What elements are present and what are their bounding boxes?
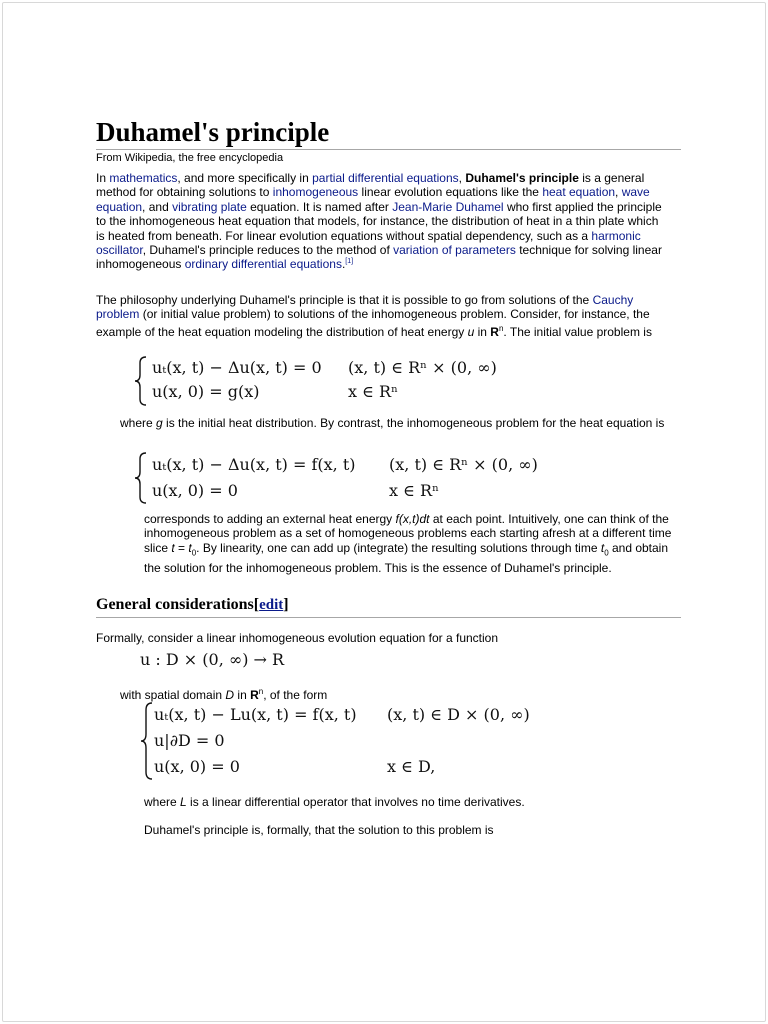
var-t0: t: [188, 540, 192, 555]
var-u: u: [467, 324, 475, 339]
eq1-line1-lhs: uₜ(x, t) − Δu(x, t) = 0: [152, 358, 322, 377]
eq2-line2-lhs: u(x, 0) = 0: [152, 481, 238, 500]
text: linear evolution equations like the: [358, 185, 543, 200]
eq2-line1-domain: (x, t) ∈ Rⁿ × (0, ∞): [389, 455, 538, 474]
link-harmonic-oscillator[interactable]: harmonic oscillator: [96, 228, 641, 258]
text: is a linear differential operator that involves no time derivatives.: [186, 795, 525, 809]
link-heat-equation[interactable]: heat equation: [542, 185, 616, 200]
text: , and more specifically in: [177, 171, 313, 185]
text: In: [96, 171, 110, 185]
eq3-text: u : D × (0, ∞) → R: [140, 650, 285, 669]
text: in: [234, 688, 251, 702]
brace-icon: [134, 451, 148, 505]
var-D: D: [225, 688, 235, 702]
equation-function-signature: [140, 650, 320, 672]
edit-bracket: ]: [283, 596, 289, 613]
eq2-line2-domain: x ∈ Rⁿ: [389, 481, 440, 500]
edit-link[interactable]: edit: [259, 597, 284, 613]
equation-initial-value-problem: [134, 355, 524, 407]
text: is a general method for obtaining solutions to: [96, 171, 645, 200]
text: where: [144, 795, 181, 809]
equation-general-form: [140, 701, 550, 781]
text: with spatial domain: [120, 688, 226, 702]
link-mathematics[interactable]: mathematics: [109, 171, 178, 185]
link-wave-equation[interactable]: wave equation: [96, 185, 650, 214]
link-vibrating-plate[interactable]: vibrating plate: [172, 199, 247, 214]
link-partial-differential-equations[interactable]: partial differential equations: [312, 171, 459, 185]
eq4-line3-domain: x ∈ D,: [387, 757, 436, 776]
var-t: t: [171, 540, 175, 555]
after-eq1-paragraph: [120, 416, 680, 430]
eq1-line1-domain: (x, t) ∈ Rⁿ × (0, ∞): [348, 358, 497, 377]
text: ,: [615, 185, 622, 200]
text: is the initial heat distribution. By contrast, the inhomogeneous problem for the heat equation is: [162, 416, 665, 430]
document-page: [2, 2, 766, 1022]
section-heading-text: General considerations: [96, 596, 254, 613]
text: . The initial value problem is: [503, 324, 652, 339]
text: and obtain the solution for the inhomogeneous problem. This is the essence of Duhamel's principle.: [144, 540, 669, 575]
var-L: L: [180, 795, 187, 809]
text: , of the form: [263, 688, 328, 702]
eq4-line1-lhs: uₜ(x, t) − Lu(x, t) = f(x, t): [154, 705, 357, 724]
var-g: g: [156, 416, 163, 430]
text: , Duhamel's principle reduces to the method of: [142, 243, 394, 258]
sub-0: 0: [604, 548, 609, 558]
text: The philosophy underlying Duhamel's principle is that it is possible to go from solutions of the: [96, 293, 593, 307]
text: ,: [458, 171, 466, 185]
var-f: f(x,t)dt: [395, 512, 430, 526]
text: in: [474, 324, 491, 339]
eq4-line1-domain: (x, t) ∈ D × (0, ∞): [387, 705, 530, 724]
eq1-line2-lhs: u(x, 0) = g(x): [152, 382, 260, 401]
bold-R: R: [250, 688, 259, 702]
link-ordinary-differential-equations[interactable]: ordinary differential equations: [184, 257, 342, 272]
after-eq2-paragraph: [144, 512, 680, 575]
citation-ref[interactable]: [1]: [345, 258, 354, 266]
sup-n: n: [498, 323, 504, 333]
link-jean-marie-duhamel[interactable]: Jean-Marie Duhamel: [392, 199, 504, 214]
text: . By linearity, one can add up (integrate) the resulting solutions through time: [196, 540, 601, 555]
closing-paragraph: Duhamel's principle is, formally, that the solution to this problem is: [144, 823, 494, 837]
philosophy-paragraph: [96, 293, 676, 339]
text: at each point. Intuitively, one can think of the inhomogeneous problem as a set of homogeneous problems each starting afresh at a different time slice: [144, 512, 672, 555]
text: , and: [142, 199, 173, 214]
spatial-domain-paragraph: [120, 685, 327, 702]
var-t0: t: [600, 540, 605, 555]
sup-n: n: [258, 687, 264, 696]
operator-paragraph: [144, 795, 525, 809]
equation-inhomogeneous-problem: [134, 451, 554, 505]
link-variation-of-parameters[interactable]: variation of parameters: [393, 243, 516, 258]
brace-icon: [134, 355, 148, 407]
text: (or initial value problem) to solutions of the inhomogeneous problem. Consider, for instance, the example of the heat equation modeling the distribution of heat energy: [96, 307, 650, 339]
bold-term: Duhamel's principle: [465, 171, 579, 185]
brace-icon: [140, 701, 154, 781]
sub-0: 0: [191, 548, 197, 558]
text: .: [341, 257, 346, 272]
text: equation. It is named after: [246, 199, 393, 214]
bold-R: R: [490, 324, 499, 339]
text: where: [120, 416, 157, 430]
eq2-line1-lhs: uₜ(x, t) − Δu(x, t) = f(x, t): [152, 455, 356, 474]
eq4-line2-lhs: u|∂D = 0: [154, 731, 225, 750]
section-heading-general-considerations: [96, 595, 681, 618]
intro-paragraph: [96, 171, 666, 272]
eq1-line2-domain: x ∈ Rⁿ: [348, 382, 399, 401]
link-cauchy-problem[interactable]: Cauchy problem: [96, 293, 634, 322]
edit-bracket: [: [253, 596, 260, 613]
text: who first applied the principle to the inhomogeneous heat equation that models, for instance, the distribution of heat in a thin plate which is heated from beneath. For linear evolution equations without spatial dependency, such as a: [96, 199, 662, 243]
link-inhomogeneous[interactable]: inhomogeneous: [272, 185, 359, 200]
text: technique for solving linear inhomogeneous: [96, 243, 662, 272]
page-title: Duhamel's principle: [96, 115, 681, 150]
formally-paragraph: Formally, consider a linear inhomogeneous evolution equation for a function: [96, 631, 499, 645]
eq4-line3-lhs: u(x, 0) = 0: [154, 757, 240, 776]
tagline: From Wikipedia, the free encyclopedia: [96, 152, 284, 164]
text: corresponds to adding an external heat energy: [144, 512, 396, 526]
text: =: [174, 540, 189, 555]
